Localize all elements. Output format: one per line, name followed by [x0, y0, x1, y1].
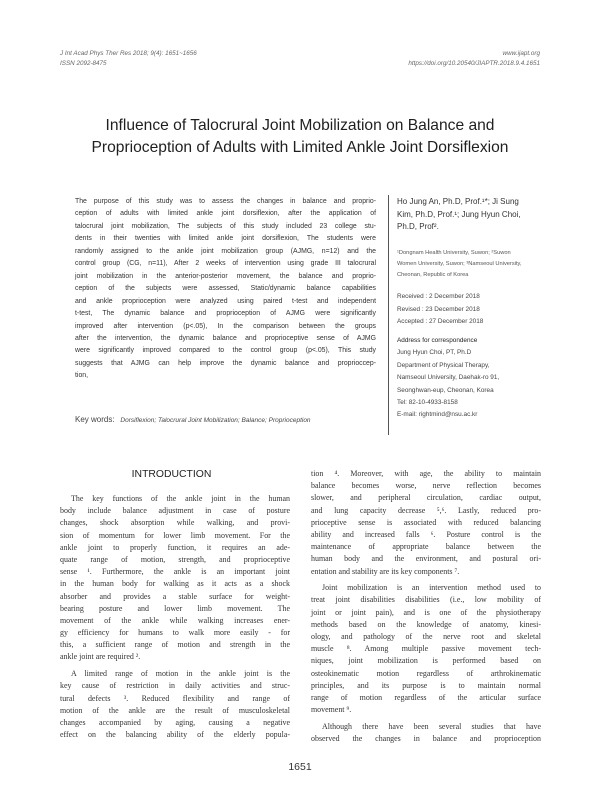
affiliation-line: Cheonan, Republic of Korea	[397, 272, 469, 278]
paragraph-line: ankle joint to properly function, it requires an ade-	[60, 542, 290, 552]
article-dates	[397, 291, 483, 329]
paragraph-line: muscle ⁸. Among multiple passive movement tech-	[311, 644, 541, 654]
paragraph-line: in the human body for walking as it acts as a shock	[60, 579, 290, 589]
author-list	[397, 196, 547, 234]
correspondence-line: E-mail: rightmind@nsu.ac.kr	[397, 411, 478, 419]
journal-website[interactable]: www.ijapt.org	[502, 50, 540, 57]
abstract-line: improved after intervention (p<.05), In the comparison between the groups	[75, 322, 376, 330]
paragraph-line: Although there have been several studies that have	[322, 721, 541, 731]
paragraph-line: body include balance adjustment in case of posture	[60, 506, 290, 516]
paragraph-line: this, a sufficient range of motion and strength in the	[60, 640, 290, 650]
section-heading-introduction: INTRODUCTION	[131, 469, 212, 480]
paragraph-line: The key functions of the ankle joint in the human	[71, 494, 290, 503]
paragraph-line: ability and increased falls ⁶. Posture control is the	[311, 529, 541, 539]
affiliation-line: Women University, Suwon; ³Namseoul University,	[397, 261, 522, 267]
paragraph-line: sense ¹. Furthermore, the ankle is an important joint	[60, 567, 290, 577]
paragraph-line: bearing posture and lower limb movement. The	[60, 603, 290, 613]
paragraph-line: A limited range of motion in the ankle joint is the	[71, 669, 290, 679]
abstract-line: talocrural joint mobilization, The subjects of this study included 23 college stu-	[75, 222, 376, 230]
author-line: Ph.D, Prof².	[397, 222, 439, 231]
abstract-line: t-test, The dynamic balance and proprioception of AJMG were significantly	[75, 310, 376, 318]
correspondence-line: Tel: 82-10-4933-8158	[397, 399, 458, 407]
abstract-line: randomly assigned to the ankle joint mobilization group (AJMG, n=12) and the	[75, 247, 376, 255]
paragraph-line: effect on the balancing ability of the elderly popula-	[60, 730, 290, 740]
abstract-line: after the intervention, the dynamic balance and proprioceptive sense of AJMG	[75, 334, 376, 342]
abstract-line: joint mobilization in the anterior-posterior movement, the balance and proprio-	[75, 272, 376, 280]
paragraph-line: Joint mobilization is an intervention method used to	[322, 583, 541, 593]
affiliation-line: ¹Dongnam Health University, Suwon; ²Suwon	[397, 250, 511, 256]
paragraph-line: tural defects ³. Reduced flexibility and range of	[60, 693, 290, 703]
paper-title	[40, 115, 560, 159]
paragraph-line: and lung capacity decrease ⁵,⁶. Lastly, reduced pro-	[311, 505, 541, 515]
author-line: Ho Jung An, Ph.D, Prof.¹*; Ji Sung	[397, 197, 519, 206]
abstract	[75, 196, 376, 383]
abstract-line: and ankle proprioception were analyzed using paired t-test and independent	[75, 297, 376, 305]
abstract-line: tion,	[75, 372, 89, 380]
paragraph-line: balance becomes worse, nerve reflection becomes	[311, 481, 541, 491]
paragraph-line: maintenance of appropriate balance between the	[311, 542, 541, 552]
revised-date: Revised : 23 December 2018	[397, 305, 480, 313]
paragraph-line: tion ⁴. Moreover, with age, the ability to maintain	[311, 469, 541, 478]
journal-header-right	[408, 49, 540, 68]
title-line-2: Proprioception of Adults with Limited Ankle Joint Dorsiflexion	[91, 139, 509, 156]
page-number: 1651	[288, 761, 312, 773]
body-column-right	[311, 468, 541, 745]
paragraph-line: observed the changes in balance and proprioception	[311, 733, 541, 743]
keywords	[75, 415, 405, 424]
received-date: Received : 2 December 2018	[397, 293, 480, 300]
paragraph-line: movement ⁹.	[311, 705, 352, 715]
keywords-text: Dorsiflexion; Talocrural Joint Mobilization; Balance; Proprioception	[120, 417, 311, 424]
affiliations	[397, 248, 547, 281]
abstract-line: dents in their twenties with limited ankle joint dorsiflexion, The students were	[75, 235, 376, 243]
paragraph-line: absorber and provides a stable surface for weight-	[60, 591, 290, 601]
paragraph-line: motion of the ankle are the result of musculoskeletal	[60, 705, 290, 715]
title-line-1: Influence of Talocrural Joint Mobilization on Balance and	[105, 117, 495, 134]
correspondence-line: Jung Hyun Choi, PT, Ph.D	[397, 349, 472, 357]
paragraph-line: niques, joint mobilization is performed based on	[311, 656, 541, 666]
abstract-line: ception of the subjects were assessed, Static/dynamic balance capabilities	[75, 285, 376, 293]
accepted-date: Accepted : 27 December 2018	[397, 318, 484, 325]
correspondence-block	[397, 335, 499, 422]
issn: ISSN 2092-8475	[60, 59, 107, 67]
abstract-line: The purpose of this study was to assess the changes in balance and proprio-	[75, 198, 376, 205]
paragraph-line: methods based on the knowledge of anatomy, kinesi-	[311, 619, 541, 629]
abstract-line: were significantly improved compared to the control group (p<.05), This study	[75, 347, 376, 355]
doi-link[interactable]: https://doi.org/10.20540/JIAPTR.2018.9.4.1651	[408, 59, 540, 67]
paragraph-line: human body and the environment, and postural ori-	[311, 554, 541, 564]
paragraph-line: treat joint disabilities disabilities (i.e., low mobility of	[311, 595, 541, 605]
correspondence-title: Address for correspondence	[397, 337, 478, 344]
paragraph-line: principles, and its purpose is to maintain normal	[311, 680, 541, 690]
paragraph-line: quate range of motion, strength, and proprioceptive	[60, 554, 290, 564]
journal-citation: J Int Acad Phys Ther Res 2018; 9(4): 1651~1656	[60, 50, 197, 57]
keywords-label: Key words:	[75, 415, 115, 424]
abstract-line: control group (CG, n=11), After 2 weeks of intervention using grade III talocrural	[75, 260, 376, 268]
paragraph-line: gy efficiency for humans to walk more easily - for	[60, 628, 290, 638]
paragraph-line: changes accompanied by aging, causing a negative	[60, 717, 290, 727]
paragraph-line: ology, and pathology of the nerve root and skeletal	[311, 631, 541, 641]
author-line: Kim, Ph.D, Prof.¹; Jung Hyun Choi,	[397, 209, 521, 219]
correspondence-line: Namseoul University, Daehak-ro 91,	[397, 374, 500, 382]
correspondence-line: Department of Physical Therapy,	[397, 361, 490, 369]
paragraph-line: movement of the ankle while walking increases ener-	[60, 615, 290, 625]
paragraph-line: slower, and peripheral circulation, cardiac output,	[311, 493, 541, 503]
paragraph-line: prioceptive sense is associated with reduced balancing	[311, 517, 541, 527]
paragraph-line: ankle joint are required ².	[60, 652, 141, 662]
paragraph-line: range of motion regardless of the articular surface	[311, 692, 541, 702]
paragraph-line: osteokinematic motion regardless of arthrokinematic	[311, 668, 541, 678]
journal-header-left	[60, 49, 197, 68]
paragraph-line: key cause of restriction in daily activities and struc-	[60, 681, 290, 691]
paragraph-line: sion of momentum for lower limb movement. For the	[60, 530, 290, 540]
paragraph-line: entation and stability are its key components ⁷.	[311, 566, 460, 576]
body-column-left	[60, 493, 290, 741]
correspondence-line: Seonghwan-eup, Cheonan, Korea	[397, 386, 494, 394]
abstract-line: ception of adults with limited ankle joint dorsiflexion, after the application of	[75, 210, 376, 218]
abstract-line: suggests that AJMG can help improve the dynamic balance and proprioccep-	[75, 359, 376, 367]
paragraph-line: joint or joint pain), and is one of the physiotherapy	[311, 607, 541, 617]
paragraph-line: changes, shock absorption while walking, and provi-	[60, 518, 290, 528]
